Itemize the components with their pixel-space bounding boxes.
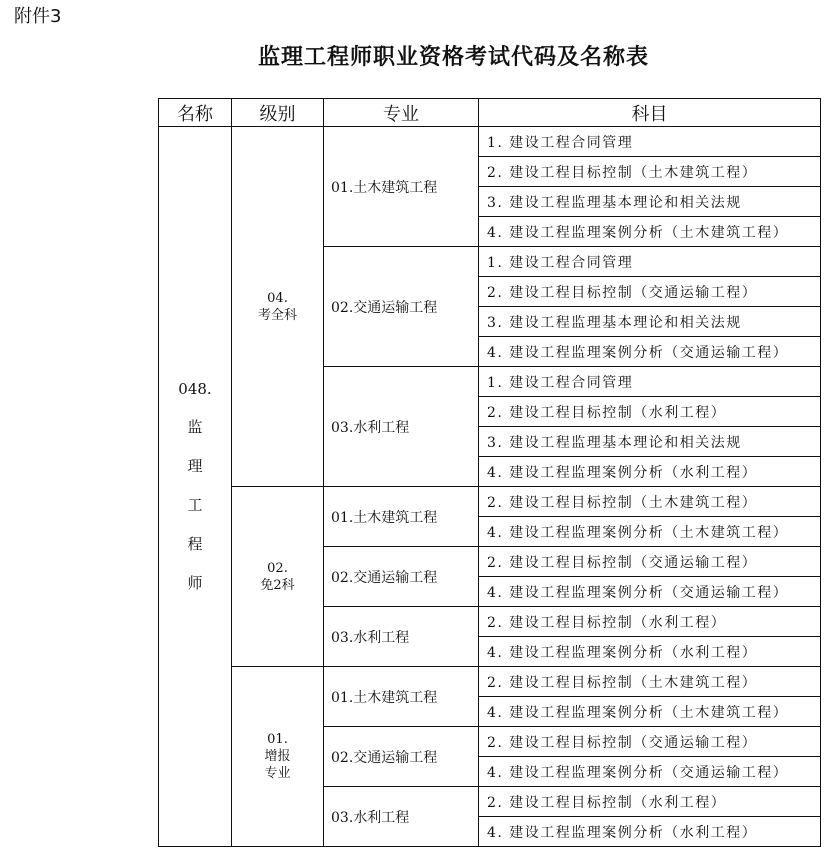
- header-name: 名称: [159, 99, 232, 127]
- major-cell: 03.水利工程: [324, 607, 479, 667]
- subject-cell: 4. 建设工程监理案例分析（土木建筑工程）: [479, 217, 821, 247]
- subject-cell: 1. 建设工程合同管理: [479, 367, 821, 397]
- major-cell: 02.交通运输工程: [324, 247, 479, 367]
- subject-cell: 1. 建设工程合同管理: [479, 247, 821, 277]
- name-char: 工: [187, 496, 203, 514]
- header-level: 级别: [232, 99, 324, 127]
- name-char: 师: [187, 574, 203, 592]
- subject-cell: 4. 建设工程监理案例分析（水利工程）: [479, 457, 821, 487]
- subject-cell: 3. 建设工程监理基本理论和相关法规: [479, 427, 821, 457]
- major-cell: 02.交通运输工程: [324, 547, 479, 607]
- subject-cell: 1. 建设工程合同管理: [479, 127, 821, 157]
- name-char: 监: [187, 418, 203, 436]
- name-char: 理: [187, 457, 203, 475]
- level-cell: [232, 487, 324, 667]
- subject-cell: 2. 建设工程目标控制（交通运输工程）: [479, 727, 821, 757]
- major-cell: 01.土木建筑工程: [324, 127, 479, 247]
- level-cell: [232, 667, 324, 847]
- subject-cell: 2. 建设工程目标控制（土木建筑工程）: [479, 487, 821, 517]
- level-code: 04.: [267, 290, 288, 306]
- header-subject: 科目: [479, 99, 821, 127]
- level-code: 01.: [267, 732, 288, 747]
- subject-cell: 4. 建设工程监理案例分析（水利工程）: [479, 637, 821, 667]
- attachment-label: 附件3: [14, 6, 62, 27]
- name-char: 程: [187, 535, 203, 553]
- major-cell: 03.水利工程: [324, 367, 479, 487]
- subject-cell: 4. 建设工程监理案例分析（土木建筑工程）: [479, 517, 821, 547]
- name-cell: [159, 127, 232, 847]
- major-cell: 01.土木建筑工程: [324, 487, 479, 547]
- subject-cell: 4. 建设工程监理案例分析（交通运输工程）: [479, 577, 821, 607]
- major-cell: 01.土木建筑工程: [324, 667, 479, 727]
- subject-cell: 2. 建设工程目标控制（交通运输工程）: [479, 547, 821, 577]
- table-row: [159, 127, 821, 157]
- subject-cell: 2. 建设工程目标控制（土木建筑工程）: [479, 157, 821, 187]
- subject-cell: 3. 建设工程监理基本理论和相关法规: [479, 307, 821, 337]
- level-code: 02.: [267, 560, 288, 576]
- subject-cell: 4. 建设工程监理案例分析（水利工程）: [479, 817, 821, 847]
- level-text: 免2科: [260, 577, 295, 593]
- table-row: [159, 667, 821, 697]
- subject-cell: 2. 建设工程目标控制（土木建筑工程）: [479, 667, 821, 697]
- level-text: 考全科: [257, 307, 297, 323]
- subject-cell: 3. 建设工程监理基本理论和相关法规: [479, 187, 821, 217]
- subject-cell: 2. 建设工程目标控制（水利工程）: [479, 397, 821, 427]
- subject-cell: 2. 建设工程目标控制（水利工程）: [479, 607, 821, 637]
- major-cell: 03.水利工程: [324, 787, 479, 847]
- level-text: 增报: [264, 749, 291, 764]
- subject-cell: 2. 建设工程目标控制（水利工程）: [479, 787, 821, 817]
- name-code: 048.: [178, 380, 212, 398]
- table-body: [159, 127, 821, 847]
- subject-cell: 2. 建设工程目标控制（交通运输工程）: [479, 277, 821, 307]
- major-cell: 02.交通运输工程: [324, 727, 479, 787]
- level-cell: [232, 127, 324, 487]
- level-text: 专业: [264, 766, 291, 781]
- header-major: 专业: [324, 99, 479, 127]
- subject-cell: 4. 建设工程监理案例分析（交通运输工程）: [479, 757, 821, 787]
- header-row: [159, 99, 821, 127]
- exam-code-table: [158, 98, 821, 847]
- page-title: 监理工程师职业资格考试代码及名称表: [257, 45, 649, 70]
- subject-cell: 4. 建设工程监理案例分析（土木建筑工程）: [479, 697, 821, 727]
- table-row: [159, 487, 821, 517]
- subject-cell: 4. 建设工程监理案例分析（交通运输工程）: [479, 337, 821, 367]
